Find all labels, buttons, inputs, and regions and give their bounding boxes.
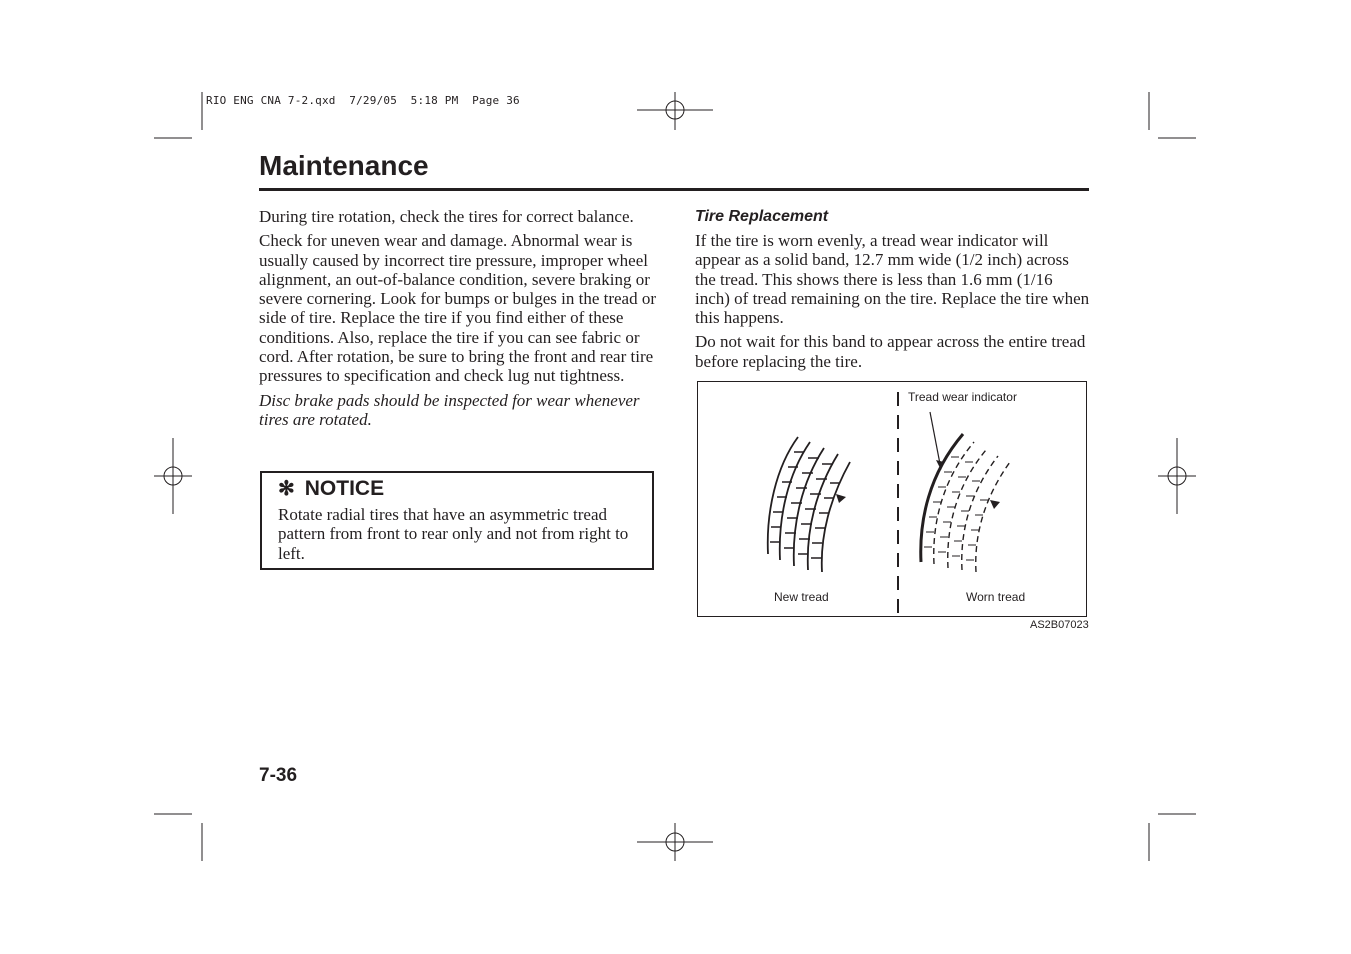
paragraph-wear: Check for uneven wear and damage. Abnormal wear is usually caused by incorrect tire pressure, improper wheel alignment, an out-of-balance condition, severe braking or severe cornering. Look for bumps or bulges in the tread or side of tire. Replace the tire if you find either of these conditions. Also, replace the tire if you can see fabric or cord. After rotation, be sure to bring the front and rear tire pressures to specification and check lug nut tightness. (259, 231, 657, 386)
indicator-pointer (930, 412, 940, 464)
paragraph-brake-pads: Disc brake pads should be inspected for wear whenever tires are rotated. (259, 390, 640, 429)
asterisk-icon: ✻ (278, 478, 295, 500)
new-tread-tire (768, 437, 850, 572)
tire-illustration (698, 382, 1086, 616)
notice-box (260, 471, 654, 570)
paragraph-tread-indicator: If the tire is worn evenly, a tread wear indicator will appear as a solid band, 12.7 mm wide (1/2 inch) across the tread. This shows there is less than 1.6 mm (1/16 inch) of tread remaining on the tire. Replace the tire when this happens. (695, 231, 1090, 328)
figure-code: AS2B07023 (1030, 619, 1089, 631)
notice-heading: NOTICE (304, 477, 385, 500)
indicator-label: Tread wear indicator (908, 390, 1017, 404)
paragraph-do-not-wait: Do not wait for this band to appear across the entire tread before replacing the tire. (695, 332, 1086, 371)
title-rule (259, 188, 1089, 191)
left-column (259, 207, 659, 434)
new-tread-arrow (836, 494, 846, 503)
right-column (695, 207, 1091, 376)
paragraph-balance: During tire rotation, check the tires for correct balance. (259, 207, 634, 226)
notice-heading-row (278, 477, 384, 501)
worn-tread-label: Worn tread (966, 590, 1026, 604)
page-title: Maintenance (259, 150, 429, 181)
section-heading: Tire Replacement (695, 208, 829, 225)
notice-text: Rotate radial tires that have an asymmetric tread pattern from front to rear only and not from right to left. (278, 505, 629, 563)
page-number: 7-36 (259, 765, 298, 786)
tread-wear-figure (697, 381, 1087, 617)
worn-tread-arrow (990, 500, 1000, 509)
print-slug: RIO ENG CNA 7-2.qxd 7/29/05 5:18 PM Page 36 (206, 94, 520, 107)
new-tread-label: New tread (774, 590, 829, 604)
